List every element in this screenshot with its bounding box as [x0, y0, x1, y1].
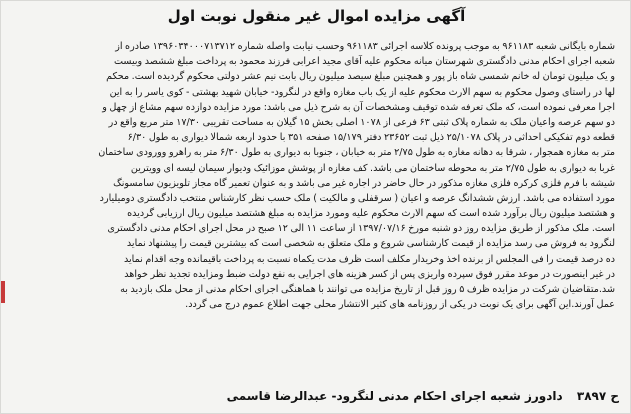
red-edge-mark	[1, 281, 5, 303]
signature-row	[11, 389, 619, 409]
body-line: شماره بایگانی شعبه ۹۶۱۱۸۳ به موجب پرونده کلاسه اجرائی ۹۶۱۱۸۳ وحسب نیابت واصله شماره ۱۳۹۶۰۳۴۰۰۰۷۱۳۷۱۲ صادره از	[115, 41, 615, 52]
body-line: و یک میلیون تومان له خانم شمسی شاه باز پور و همچنین مبلغ سیصد میلیون ریال بابت نیم عشر دولتی محکوم گردیده است. محکم	[106, 71, 615, 83]
notice-body	[19, 39, 615, 312]
body-line: ده درصد قیمت را فی المجلس از برنده اخذ وخریدار مکلف است ظرف مدت یکماه نسبت به پرداخت باقیمانده وجه اقدام نماید	[123, 253, 615, 265]
body-line: متر به مغازه همجوار ، شرقا به دهانه مغازه به طول ۲/۷۵ متر به خیابان ، جنوبا به دیواری به طول ۶/۳۰ متر به راهرو وورودی ساختمان	[98, 147, 615, 159]
notice-title: آگهی مزایده اموال غیر منقول نوبت اول	[167, 7, 466, 25]
signature-code: ح ۳۸۹۷	[576, 389, 619, 403]
body-line: در غیر اینصورت در موعد مقرر فوق سپرده واریزی پس از کسر هزینه های اجرایی به نفع دولت ضبط ومزایده تجدید نظر خواهد	[124, 268, 615, 280]
body-line: مورد استفاده می باشد. ارزش ششدانگ عرصه و اعیان ( سرقفلی و مالکیت ) ملک حسب نظر کارشناس منتخب دادگستری دومیلیارد	[99, 192, 615, 204]
body-line: شیشه با فرم فلزی کرکره فلزی مغازه مذکور در حال حاضر در اجاره غیر می باشد و به عنوان تعمیر گاه مجاز تلویزیون سامسونگ	[113, 177, 615, 189]
body-line: شعبه اجرای احکام مدنی دادگستری شهرستان میانه محکوم علیه آقای مجید اعرابی فرزند محمود به پرداخت مبلغ ششصد وبیست	[114, 56, 615, 68]
body-line: است. ملک مذکور از طریق مزایده روز دو شنبه مورخ ۱۳۹۷/۰۷/۱۶ از ساعت ۱۱ الی ۱۲ صبح در محل اجرای احکام مدنی دادگستری	[107, 223, 615, 235]
body-line: لنگرود به فروش می رسد مزایده از قیمت کارشناسی شروع و ملک متعلق به شخصی است که بیشترین قیمت را پیشنهاد نماید	[126, 238, 615, 250]
signature-text: دادورز شعبه اجرای احکام مدنی لنگرود- عبدالرضا قاسمی	[226, 389, 563, 403]
body-line: دو سهم عرصه واعیان ملک به شماره پلاک ثبتی ۶۳ فرعی از ۱۰۷۸ اصلی بخش ۱۵ گیلان به مساحت تقریبی ۱۷/۳۰ متر مربع واقع در	[108, 116, 615, 128]
body-line: قطعه دوم تفکیکی احداثی در پلاک ۲۵/۱۰۷۸ ذیل ثبت ۲۳۶۵۲ دفتر ۱۵/۱۷۹ صفحه ۳۵۱ با حدود اربعه شمالا دیواری به طول ۶/۳۰	[127, 132, 615, 144]
body-line: عمل آورند.این آگهی برای یک نوبت در یکی از روزنامه های کثیر الانتشار محلی جهت اطلاع عموم درج می گردد.	[185, 299, 615, 311]
body-line: لها در راستای وصول محکوم به سهم الارث محکوم علیه از یک باب مغازه واقع در لنگرود- خیابان شهید بهشتی - کوی یاسر را به این	[109, 86, 615, 98]
body-line: غربا به دیواری به طول ۲/۷۵ متر به محوطه ساختمان می باشد. کف مغازه از پوشش موزائیک ودیوار سیمان لیسه ای وویترین	[130, 162, 615, 174]
body-line: اجرا معرفی نموده است، که ملک تعرفه شده توقیف ومشخصات آن به شرح ذیل می باشد: مورد مزایده دوازده سهم مشاع از چهل و	[102, 101, 615, 113]
body-line: و هشتصد میلیون ریال برآورد شده است که سهم الارث محکوم علیه ومورد مزایده به مبلغ هشتصد میلیون ریال ارزیابی گردیده	[127, 208, 615, 220]
body-line: شد.متقاضیان شرکت در مزایده ظرف ۵ روز قبل از تاریخ مزایده می توانند با هماهنگی اجرای احکام مدنی از محل ملک بازدید به	[120, 284, 615, 295]
